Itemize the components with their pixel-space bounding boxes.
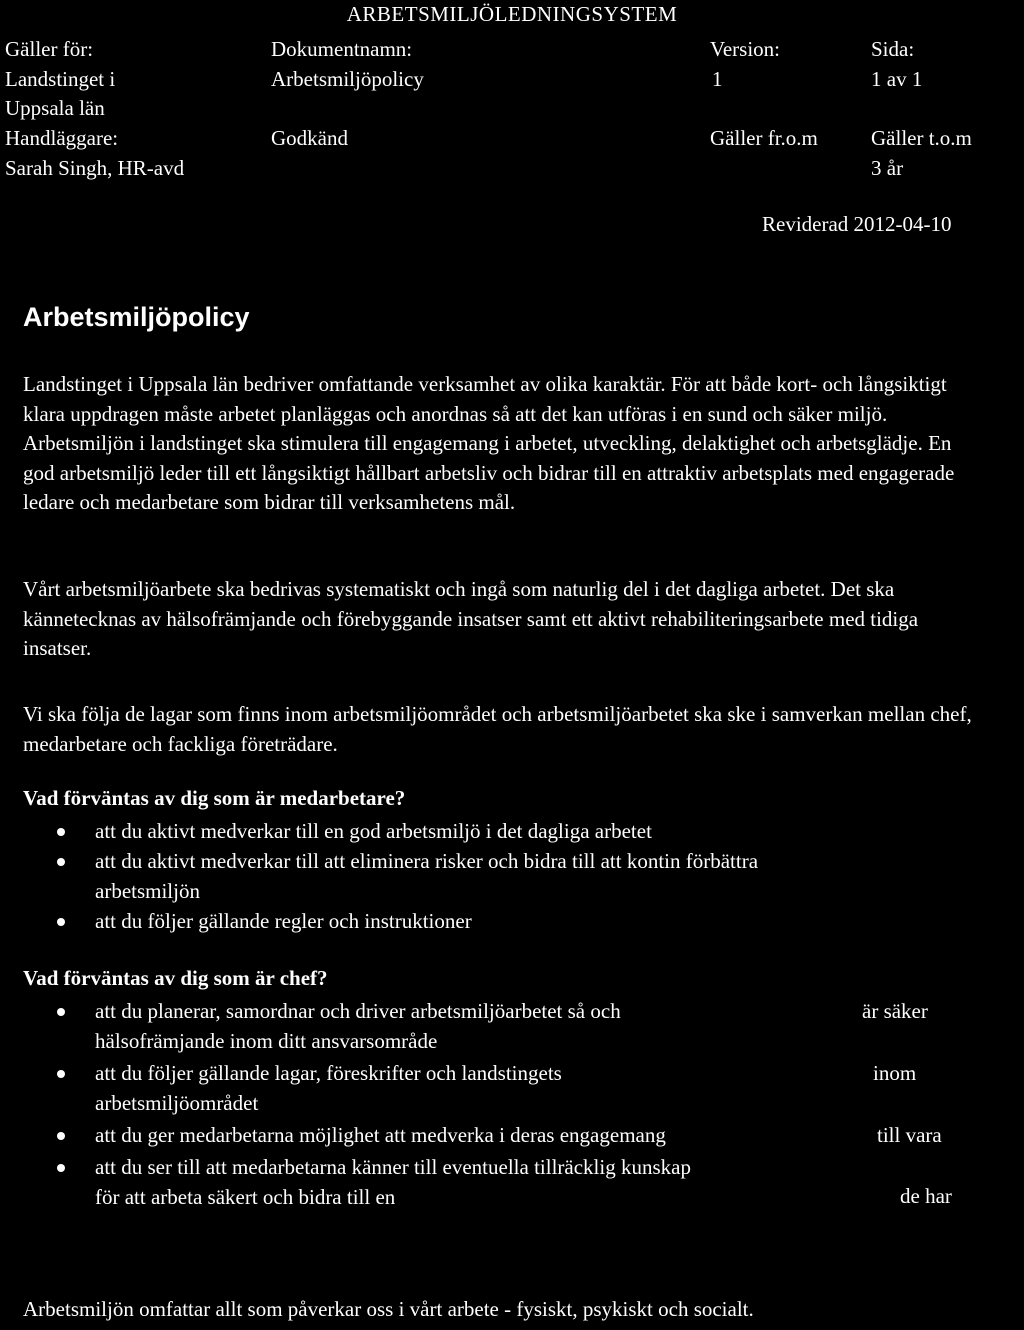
version-label: Version: xyxy=(710,37,780,61)
footer-text: Arbetsmiljön omfattar allt som påverkar oss i vårt arbete - fysiskt, psykiskt och socialt. xyxy=(23,1297,754,1321)
margin-fragment: de har xyxy=(900,1184,952,1208)
bullet-icon xyxy=(57,918,65,926)
galler-for-value-line1: Landstinget i xyxy=(5,67,116,91)
page-title: Arbetsmiljöpolicy xyxy=(23,302,250,332)
reviderad-date: Reviderad 2012-04-10 xyxy=(762,212,952,236)
list-item: att du ser till att medarbetarna känner till eventuella tillräcklig kunskap för att arbeta säkert och bidra till en xyxy=(0,1152,715,1212)
version-value: 1 xyxy=(712,67,723,91)
galler-for-label: Gäller för: xyxy=(5,37,94,61)
bullet-icon xyxy=(57,1132,65,1140)
bullet-icon xyxy=(57,1070,65,1078)
employee-list xyxy=(0,816,835,936)
godkand-label: Godkänd xyxy=(271,126,348,150)
list-item: att du aktivt medverkar till en god arbetsmiljö i det dagliga arbetet xyxy=(0,816,835,846)
employee-heading: Vad förväntas av dig som är medarbetare? xyxy=(23,786,406,810)
list-item: att du planerar, samordnar och driver arbetsmiljöarbetet så och hälsofrämjande inom ditt ansvarsområde xyxy=(0,996,715,1056)
list-item: att du följer gällande lagar, föreskrifter och landstingets arbetsmiljöområdet xyxy=(0,1058,715,1118)
laws-paragraph: Vi ska följa de lagar som finns inom arbetsmiljöområdet och arbetsmiljöarbetet ska ske i samverkan mellan chef, medarbetare och fackliga företrädare. xyxy=(23,702,972,756)
system-title: ARBETSMILJÖLEDNINGSYSTEM xyxy=(346,2,678,26)
margin-fragment: är säker xyxy=(862,999,928,1023)
sida-label: Sida: xyxy=(871,37,915,61)
systematic-paragraph: Vårt arbetsmiljöarbete ska bedrivas systematiskt och ingå som naturlig del i det dagliga arbetet. Det ska kännetecknas av hälsofrämjande och förebyggande insatser samt ett aktivt rehabiliteringsarbete med tidiga insatser. xyxy=(23,577,919,660)
dokumentnamn-label: Dokumentnamn: xyxy=(271,37,413,61)
bullet-icon xyxy=(57,858,65,866)
galler-tom-value: 3 år xyxy=(871,156,904,180)
manager-heading: Vad förväntas av dig som är chef? xyxy=(23,966,328,990)
intro-paragraph: Landstinget i Uppsala län bedriver omfattande verksamhet av olika karaktär. För att både kort- och långsiktigt klara uppdragen måste arbetet planläggas och anordnas så att det kan utföras i en sund och säker miljö. Arbetsmiljön i landstinget ska stimulera till engagemang i arbetet, utveckling, delaktighet och arbetsglädje. En god arbetsmiljö leder till ett långsiktigt hållbart arbetsliv och bidrar till en attraktiv arbetsplats med engagerade ledare och medarbetare som bidrar till verksamhetens mål. xyxy=(23,372,955,514)
handlaggare-value: Sarah Singh, HR-avd xyxy=(5,156,185,180)
margin-fragment: inom xyxy=(873,1061,917,1085)
handlaggare-label: Handläggare: xyxy=(5,126,119,150)
manager-list xyxy=(0,996,715,1212)
margin-fragment: till vara xyxy=(877,1123,942,1147)
dokumentnamn-value: Arbetsmiljöpolicy xyxy=(271,67,424,91)
bullet-icon xyxy=(57,1164,65,1172)
galler-tom-label: Gäller t.o.m xyxy=(871,126,972,150)
galler-for-value-line2: Uppsala län xyxy=(5,96,105,120)
bullet-icon xyxy=(57,1008,65,1016)
list-item: att du aktivt medverkar till att eliminera risker och bidra till att kontin förbättra arbetsmiljön xyxy=(0,846,835,906)
list-item: att du ger medarbetarna möjlighet att medverka i deras engagemang xyxy=(0,1120,715,1150)
galler-from-label: Gäller fr.o.m xyxy=(710,126,818,150)
list-item: att du följer gällande regler och instruktioner xyxy=(0,906,835,936)
sida-value: 1 av 1 xyxy=(871,67,923,91)
bullet-icon xyxy=(57,828,65,836)
